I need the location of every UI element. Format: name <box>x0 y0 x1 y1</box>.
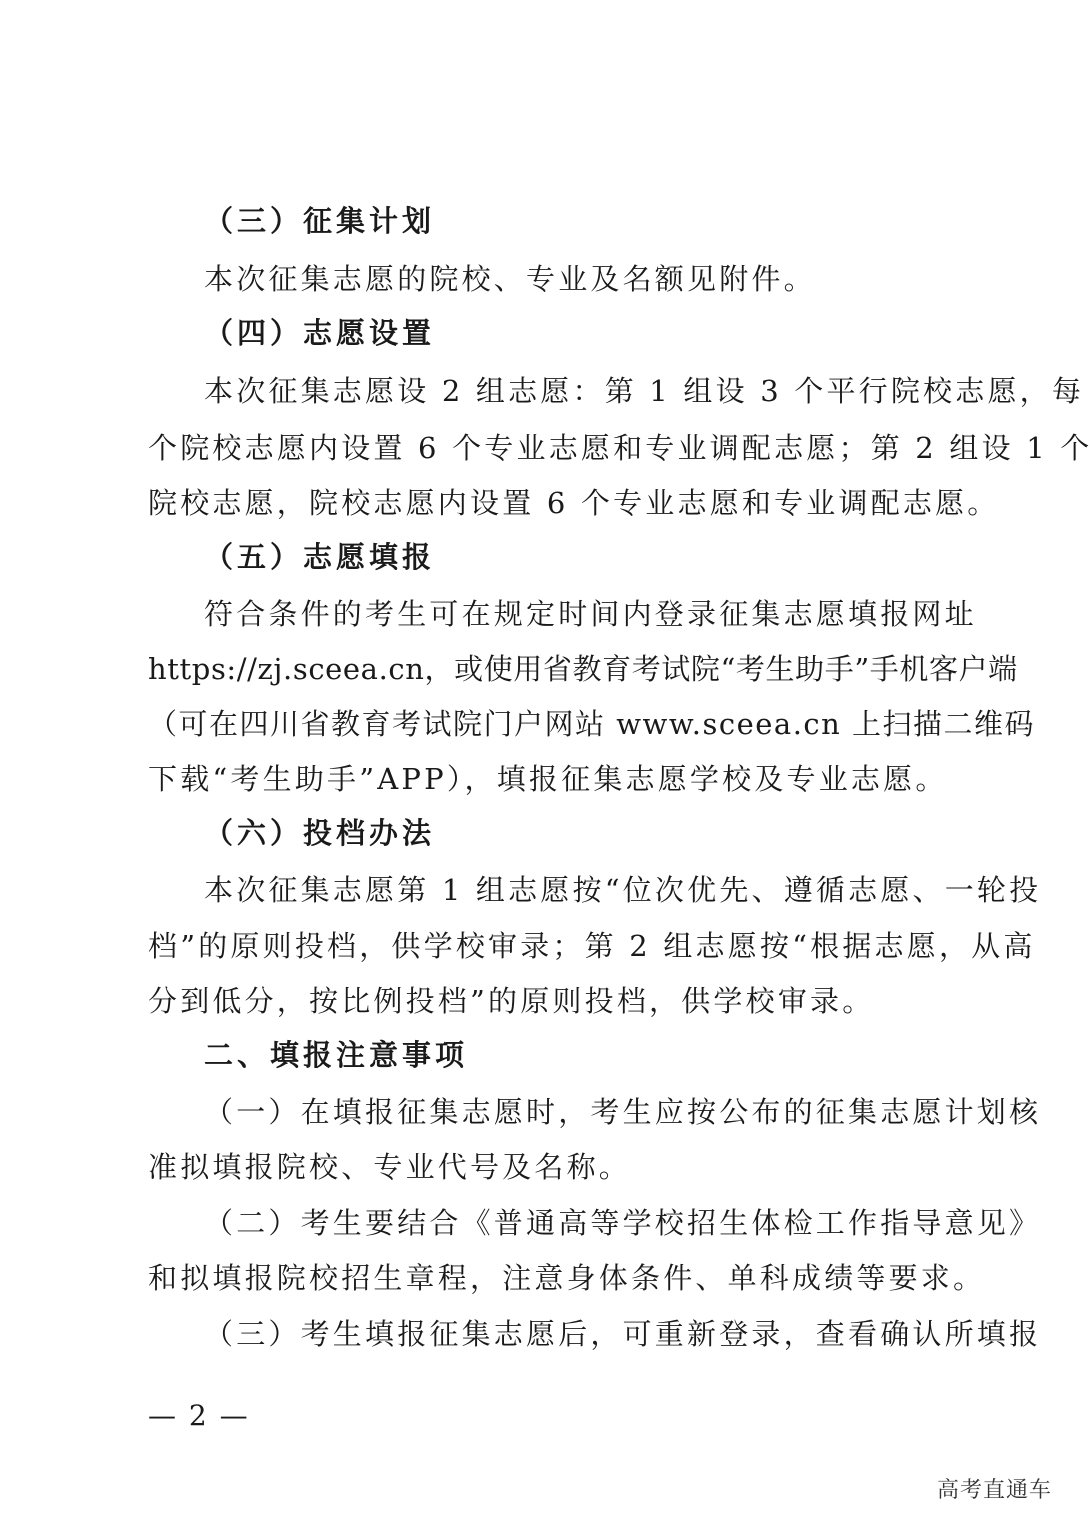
paragraph-line: 院校志愿，院校志愿内设置 6 个专业志愿和专业调配志愿。 <box>148 486 1000 520</box>
paragraph-line: 档”的原则投档，供学校审录；第 2 组志愿按“根据志愿，从高 <box>148 929 1036 963</box>
section-heading-collection-plan: （三）征集计划 <box>204 204 436 238</box>
section-heading-archive-method: （六）投档办法 <box>204 816 436 850</box>
section-heading-volunteer-setup: （四）志愿设置 <box>204 316 436 350</box>
paragraph-line: 本次征集志愿第 1 组志愿按“位次优先、遵循志愿、一轮投 <box>204 873 1042 907</box>
section-heading-filling-notes: 二、填报注意事项 <box>204 1038 469 1072</box>
section-heading-volunteer-filling: （五）志愿填报 <box>204 540 436 574</box>
paragraph-line: 符合条件的考生可在规定时间内登录征集志愿填报网址 <box>204 597 977 631</box>
paragraph-line: 个院校志愿内设置 6 个专业志愿和专业调配志愿；第 2 组设 1 个 <box>148 431 1092 465</box>
paragraph-line: 准拟填报院校、专业代号及名称。 <box>148 1150 632 1184</box>
paragraph-line-with-url: （可在四川省教育考试院门户网站 www.sceea.cn 上扫描二维码 <box>148 707 1036 741</box>
paragraph-line: 下载“考生助手”APP），填报征集志愿学校及专业志愿。 <box>148 762 948 796</box>
paragraph-line: （三）考生填报征集志愿后，可重新登录，查看确认所填报 <box>204 1317 1042 1351</box>
paragraph-line: （二）考生要结合《普通高等学校招生体检工作指导意见》 <box>204 1206 1042 1240</box>
paragraph-line: 本次征集志愿设 2 组志愿：第 1 组设 3 个平行院校志愿，每 <box>204 374 1085 408</box>
paragraph-line-with-url: https://zj.sceea.cn，或使用省教育考试院“考生助手”手机客户端 <box>148 652 1018 686</box>
paragraph-line: （一）在填报征集志愿时，考生应按公布的征集志愿计划核 <box>204 1095 1042 1129</box>
watermark: 高考直通车 <box>936 1478 1052 1503</box>
paragraph-line: 和拟填报院校招生章程，注意身体条件、单科成绩等要求。 <box>148 1261 986 1295</box>
page-number: — 2 — <box>148 1399 250 1432</box>
paragraph-line: 分到低分，按比例投档”的原则投档，供学校审录。 <box>148 984 875 1018</box>
paragraph-line: 本次征集志愿的院校、专业及名额见附件。 <box>204 262 816 296</box>
